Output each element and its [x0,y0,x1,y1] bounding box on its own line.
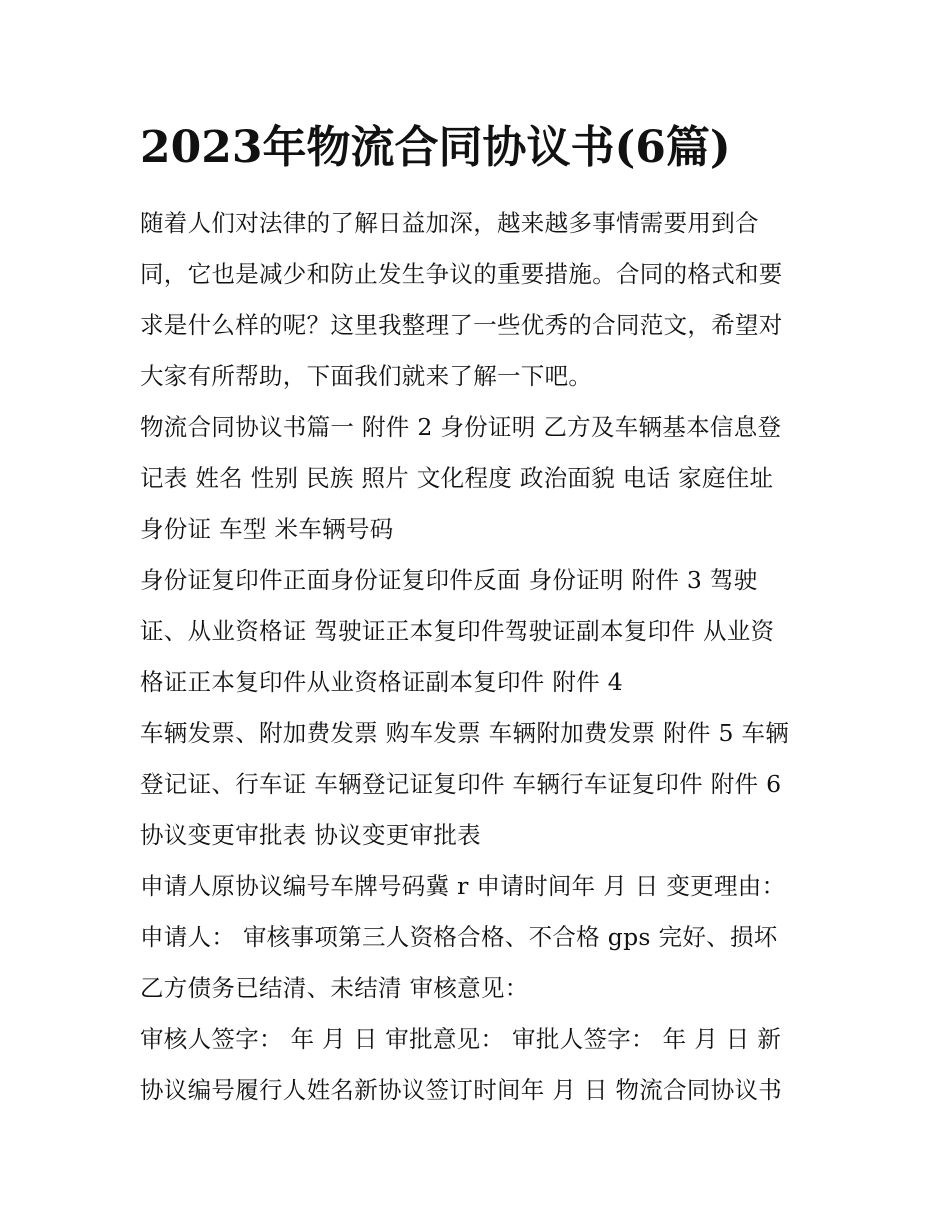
text-line: 身份证复印件正面身份证复印件反面 身份证明 附件 3 驾驶 [140,566,758,594]
text-line: 身份证 车型 米车辆号码 [140,515,394,543]
text-line: 审核人签字： 年 月 日 审批意见： 审批人签字： 年 月 日 新 [140,1025,782,1053]
text-line: 申请人： 审核事项第三人资格合格、不合格 gps 完好、损坏 [140,923,778,951]
document-title: 2023年物流合同协议书(6篇) [140,122,731,173]
text-line: 乙方债务已结清、未结清 审核意见： [140,974,529,1002]
text-line: 协议编号履行人姓名新协议签订时间年 月 日 物流合同协议书 [140,1076,783,1104]
text-line: 协议变更审批表 协议变更审批表 [140,821,481,849]
text-line: 记表 姓名 性别 民族 照片 文化程度 政治面貌 电话 家庭住址 [140,464,774,492]
text-line: 申请人原协议编号车牌号码冀 r 申请时间年 月 日 变更理由： [140,872,786,900]
document-body [140,198,812,1116]
text-line: 登记证、行车证 车辆登记证复印件 车辆行车证复印件 附件 6 [140,770,782,798]
text-line: 同，它也是减少和防止发生争议的重要措施。合同的格式和要 [140,260,783,288]
text-line: 格证正本复印件从业资格证副本复印件 附件 4 [140,668,623,696]
text-line: 求是什么样的呢？这里我整理了一些优秀的合同范文，希望对 [140,311,783,339]
text-line: 大家有所帮助，下面我们就来了解一下吧。 [140,362,593,390]
text-line: 随着人们对法律的了解日益加深，越来越多事情需要用到合 [140,209,759,237]
text-line: 车辆发票、附加费发票 购车发票 车辆附加费发票 附件 5 车辆 [140,719,790,747]
text-line: 物流合同协议书篇一 附件 2 身份证明 乙方及车辆基本信息登 [140,413,782,441]
text-line: 证、从业资格证 驾驶证正本复印件驾驶证副本复印件 从业资 [140,617,775,645]
